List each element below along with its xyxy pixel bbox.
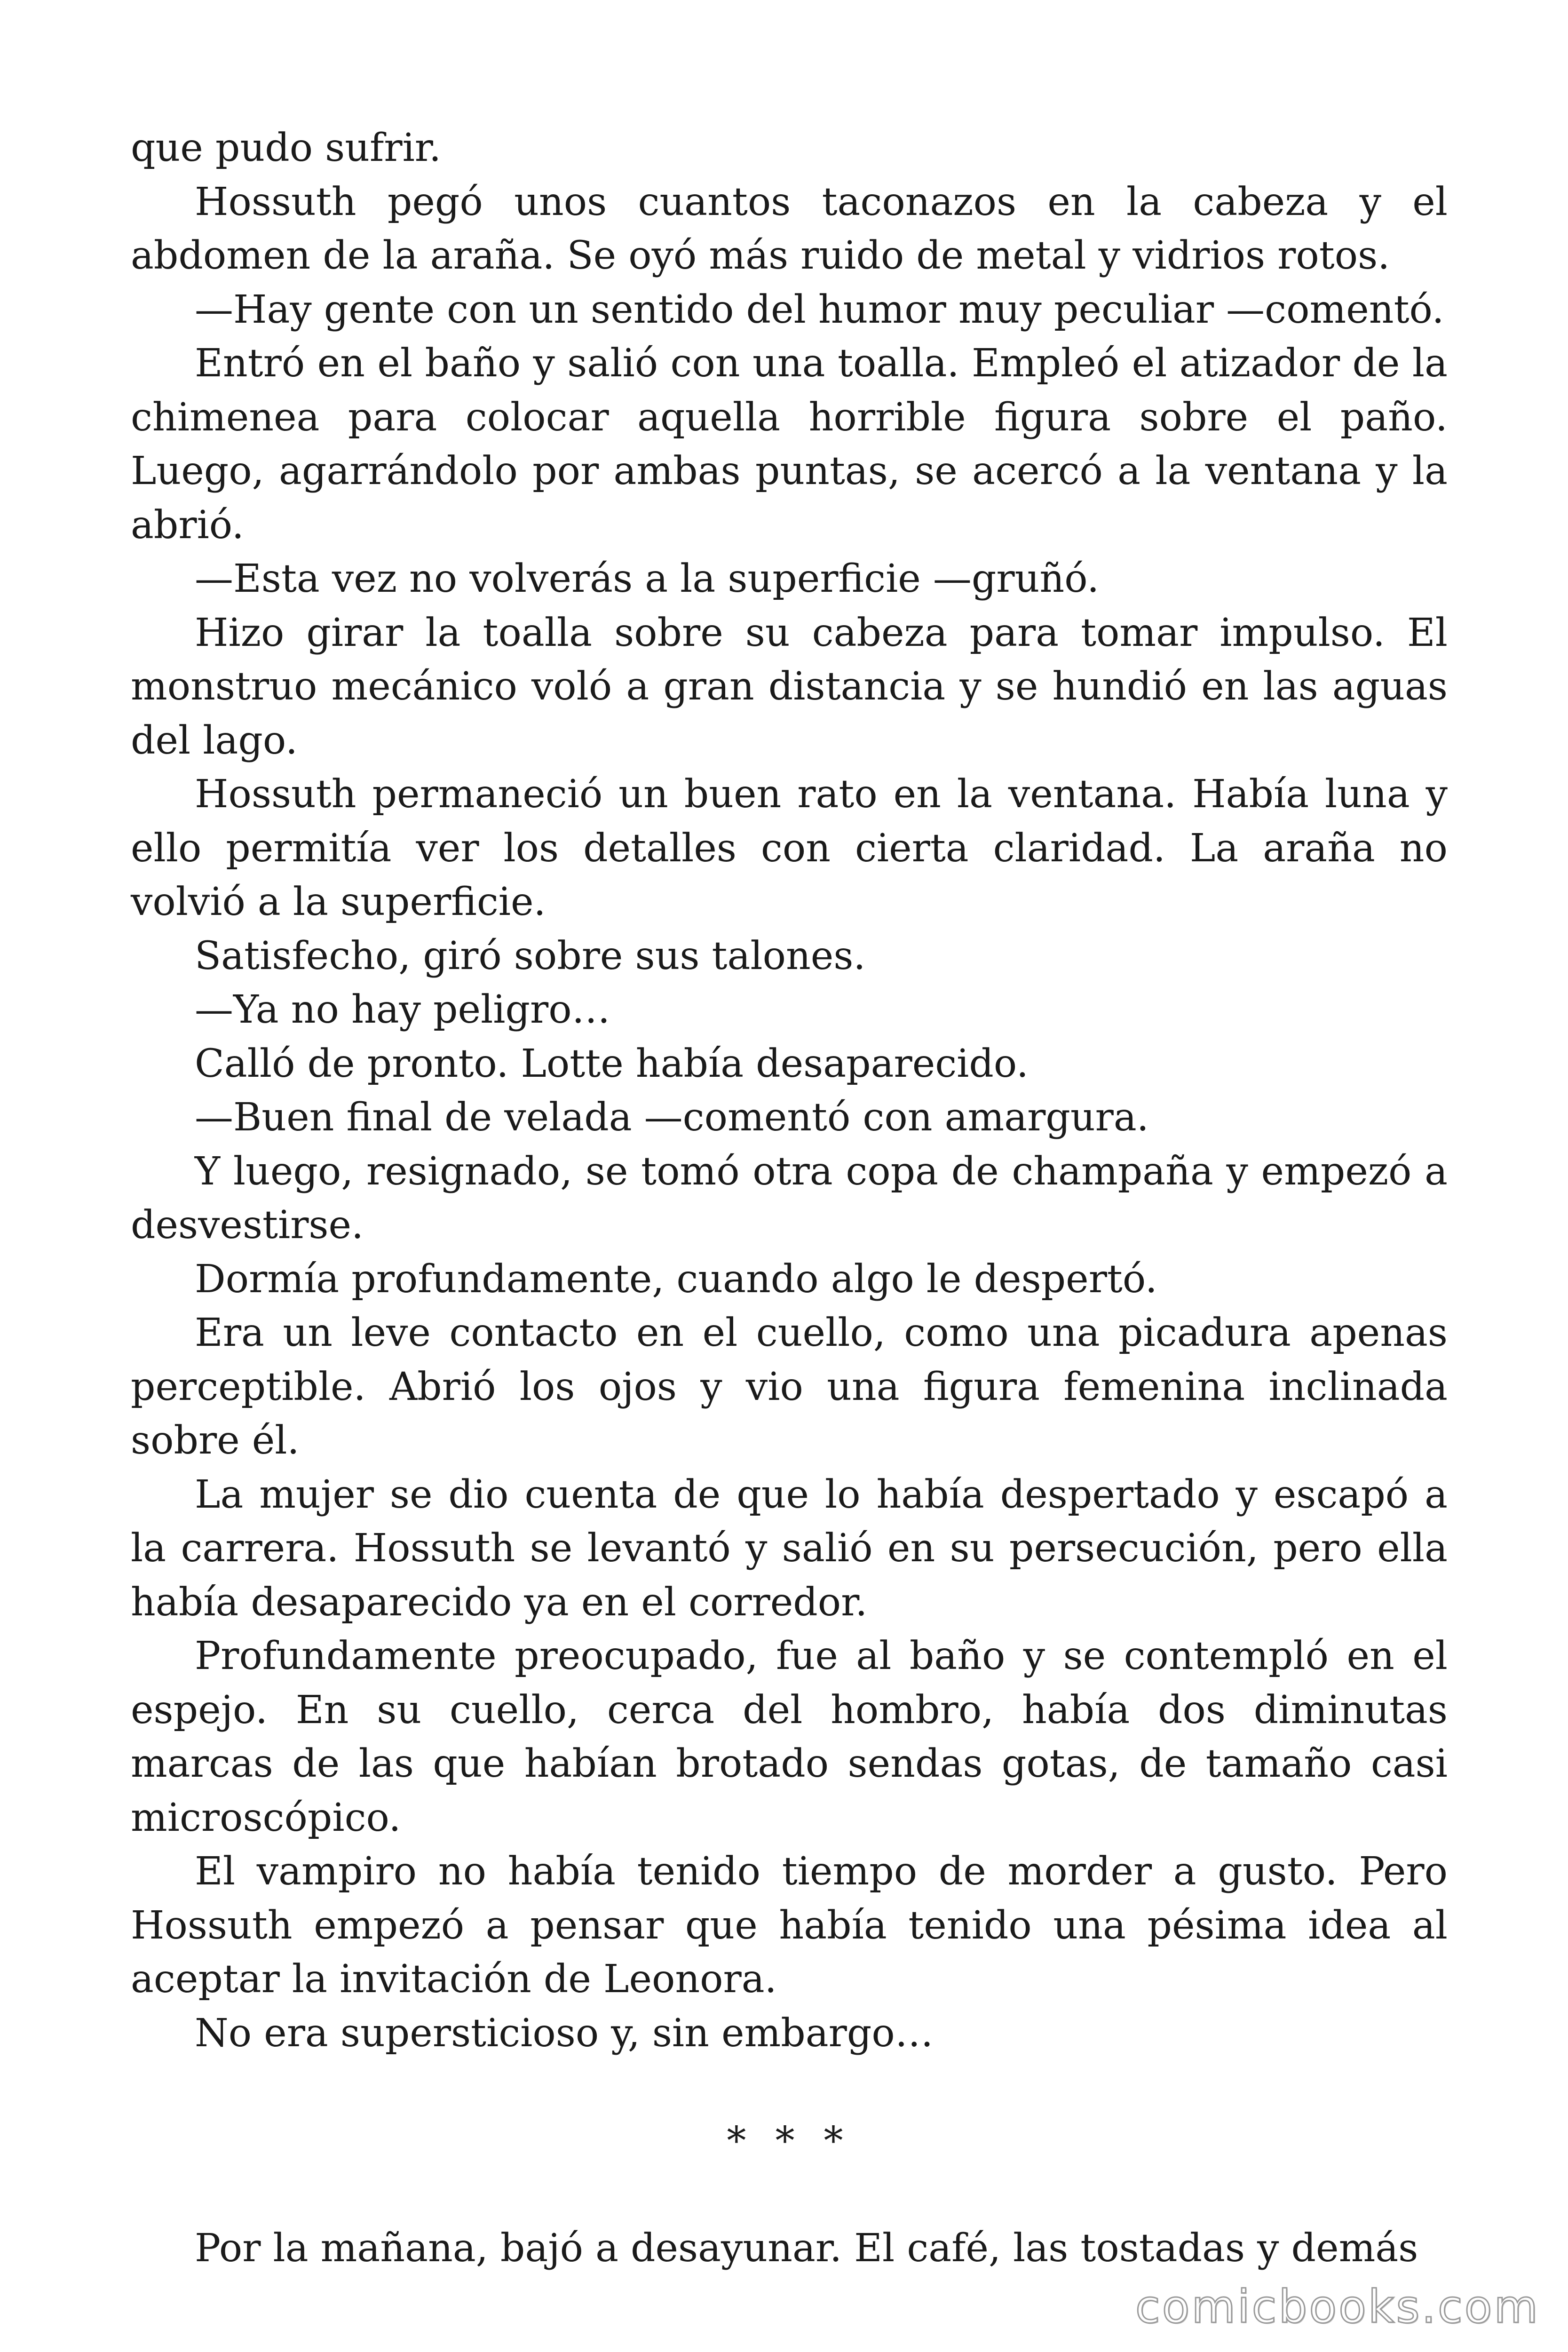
dialogue-paragraph: —Hay gente con un sentido del humor muy peculiar —comentó. bbox=[195, 287, 1444, 332]
paragraph: Satisfecho, giró sobre sus talones. bbox=[195, 933, 866, 978]
paragraph: Profundamente preocupado, fue al baño y se contempló en el espejo. En su cuello, cerca del hombro, había dos diminutas marcas de las que habían brotado sendas gotas, de tamaño casi microscópico. bbox=[131, 1634, 1448, 1840]
paragraph-continuation: que pudo sufrir. bbox=[131, 126, 442, 170]
dialogue-paragraph: —Esta vez no volverás a la superficie —gruñó. bbox=[195, 556, 1100, 601]
paragraph: Dormía profundamente, cuando algo le despertó. bbox=[195, 1256, 1157, 1302]
paragraph: El vampiro no había tenido tiempo de morder a gusto. Pero Hossuth empezó a pensar que había tenido una pésima idea al aceptar la invitación de Leonora. bbox=[131, 1849, 1448, 2002]
dialogue-paragraph: —Buen final de velada —comentó con amargura. bbox=[195, 1095, 1149, 1140]
paragraph: Era un leve contacto en el cuello, como una picadura apenas perceptible. Abrió los ojos y vio una figura femenina inclinada sobre él. bbox=[131, 1311, 1448, 1463]
paragraph: Hossuth pegó unos cuantos taconazos en la cabeza y el abdomen de la araña. Se oyó más ruido de metal y vidrios rotos. bbox=[131, 179, 1448, 278]
watermark-logo: comicbooks.com bbox=[1135, 2280, 1540, 2333]
paragraph: Hizo girar la toalla sobre su cabeza para tomar impulso. El monstruo mecánico voló a gran distancia y se hundió en las aguas del lago. bbox=[131, 610, 1448, 763]
paragraph: Por la mañana, bajó a desayunar. El café, las tostadas y demás bbox=[195, 2226, 1418, 2271]
page-text bbox=[131, 121, 1448, 2276]
dialogue-paragraph: —Ya no hay peligro… bbox=[195, 987, 610, 1032]
paragraph: No era supersticioso y, sin embargo… bbox=[195, 2010, 934, 2056]
paragraph: Entró en el baño y salió con una toalla. Empleó el atizador de la chimenea para colocar aquella horrible figura sobre el paño. Luego, agarrándolo por ambas puntas, se acercó a la ventana y la abrió. bbox=[131, 341, 1448, 548]
paragraph: La mujer se dio cuenta de que lo había despertado y escapó a la carrera. Hossuth se levantó y salió en su persecución, pero ella había desaparecido ya en el corredor. bbox=[131, 1472, 1448, 1625]
paragraph: Calló de pronto. Lotte había desaparecido. bbox=[195, 1041, 1029, 1086]
paragraph: Y luego, resignado, se tomó otra copa de champaña y empezó a desvestirse. bbox=[131, 1149, 1448, 1248]
paragraph: Hossuth permaneció un buen rato en la ventana. Había luna y ello permitía ver los detalles con cierta claridad. La araña no volvió a la superficie. bbox=[131, 772, 1448, 924]
section-separator: * * * bbox=[727, 2118, 852, 2163]
